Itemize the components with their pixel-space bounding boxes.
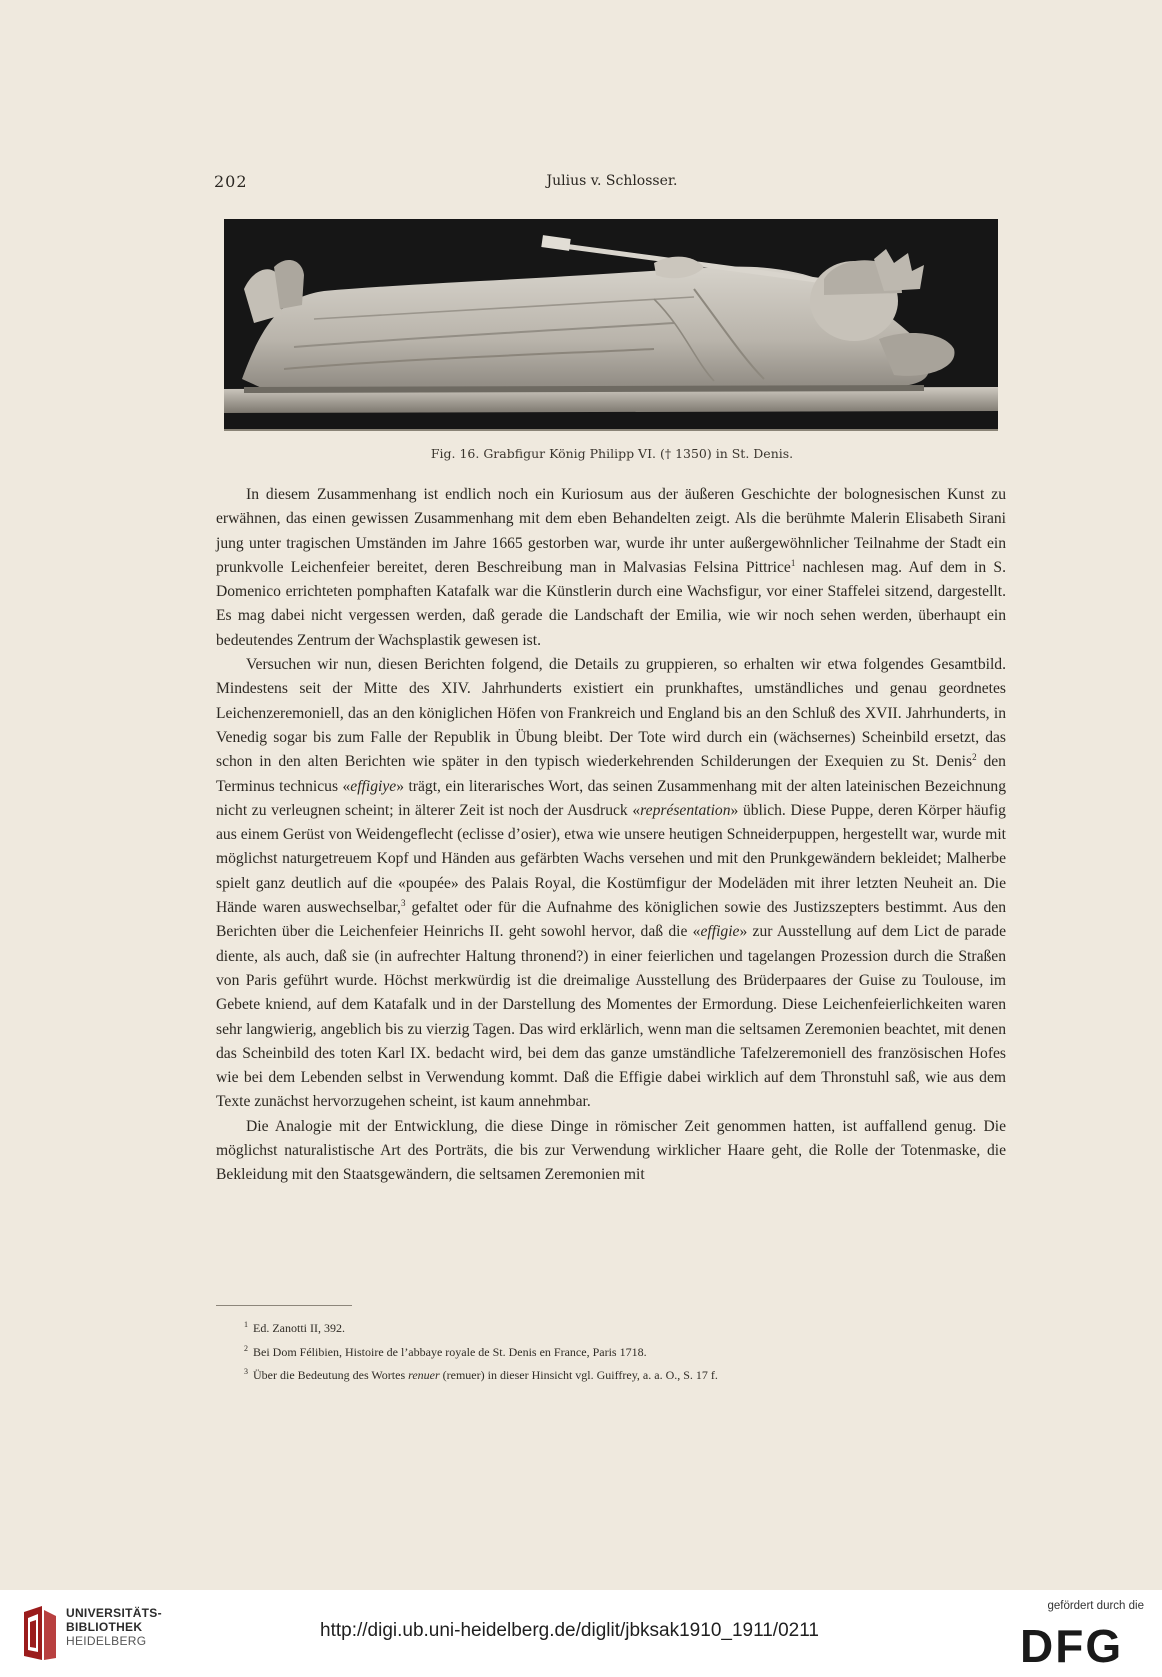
paragraph-2: Versuchen wir nun, diesen Berichten folgend, die Details zu gruppieren, so erhalten wir etwa folgendes Gesamtbild. Mindestens seit der Mitte des XIV. Jahrhunderts existiert ein prunkhaftes, umständliches und genau geordnetes Leichenzeremoniell, das an den königlichen Höfen von Frankreich und England bis an den Schluß des XVII. Jahrhunderts, in Venedig sogar bis zum Falle der Republik in Übung bleibt. Der Tote wird durch ein (wächsernes) Scheinbild ersetzt, das schon in den alten Berichten wie später in den typisch wiederkehrenden Schilderungen der Exequien zu St. Denis$^2$ den Terminus technicus «effigiye» trägt, ein literarisches Wort, das seinen Zusammenhang mit der alten lateinischen Bezeichnung nicht zu verleugnen scheint; in älterer Zeit ist noch der Ausdruck «représentation» üblich. Diese Puppe, deren Körper häufig aus einem Gerüst von Weidengeflecht (eclisse d’osier), etwa wie unsere heutigen Schneiderpuppen, hergestellt war, wurde mit möglichst naturgetreuem Kopf und Händen aus gefärbten Wachs versehen und mit den Prunkgewändern bekleidet; Malherbe spielt ganz deutlich auf die «poupée» des Palais Royal, die Kostümfigur der Modeläden mit ihrer letzten Neuheit an. Die Hände waren auswechselbar,$^3$ gefaltet oder für die Aufnahme des königlichen sowie des Justizszepters bestimmt. Aus den Berichten über die Leichenfeier Heinrichs II. geht sowohl hervor, daß die «effigie» zur Ausstellung auf dem Lict de parade diente, als auch, daß sie (in aufrechter Haltung thronend?) in einer feierlichen und tagelangen Prozession durch die Straßen von Paris geführt wurde. Höchst merkwürdig ist die dreimalige Ausstellung des Brüderpaares der Guise zu Toulouse, im Gebete kniend, auf dem Katafalk und in der Darstellung des Momentes der Ermordung. Diese Leichenfeierlichkeiten waren sehr langwierig, angeblich bis zu vierzig Tagen. Das wird erklärlich, wenn man die seltsamen Zeremonien beachtet, mit denen das Scheinbild des toten Karl IX. bedacht wird, bei dem das ganze umständliche Tafelzeremoniell des französischen Hofes wie bei dem Lebenden selbst in Verwendung kommt. Daß die Effigie dabei wirklich auf dem Thronstuhl saß, wie aus dem Texte zunächst hervorzugehen scheint, ist kaum annehmbar. (216, 656, 1006, 1111)
paragraph-3: Die Analogie mit der Entwicklung, die diese Dinge in römischer Zeit genommen hatten, ist auffallend genug. Die möglichst naturalistische Art des Porträts, die bis zur Verwendung wirklicher Haare geht, die Rolle der Totenmaske, die Bekleidung mit den Staatsgewändern, die seltsamen Zeremonien mit (216, 1117, 1006, 1184)
dfg-logo-text: DFG (1020, 1620, 1124, 1666)
footnote-divider (216, 1305, 352, 1306)
paragraph-1: In diesem Zusammenhang ist endlich noch ein Kuriosum aus der äußeren Geschichte der bolognesischen Kunst zu erwähnen, das einen gewissen Zusammenhang mit dem eben Behandelten zeigt. Als die berühmte Malerin Elisabeth Sirani jung unter tragischen Umständen im Jahre 1665 gestorben war, wurde ihr unter außergewöhnlicher Teilnahme der Stadt ein prunkvolle Leichenfeier bereitet, deren Beschreibung man in Malvasias Felsina Pittrice$^1$ nachlesen mag. Auf dem in S. Domenico errichteten pomphaften Katafalk war die Künstlerin durch eine Wachsfigur, vor einer Staffelei sitzend, dargestellt. Es mag dabei nicht vergessen werden, daß gerade die Landschaft der Emilia, wie wir noch sehen werden, überhaupt ein bedeutendes Zentrum der Wachsplastik gewesen ist. (216, 486, 1006, 649)
funding-label: gefördert durch die (1047, 1600, 1144, 1612)
page-number: 202 (214, 172, 248, 191)
permalink-url[interactable]: http://digi.ub.uni-heidelberg.de/diglit/jbksak1910_1911/0211 (320, 1620, 819, 1641)
library-name: UNIVERSITÄTS- BIBLIOTHEK HEIDELBERG (66, 1606, 162, 1648)
figure-photo-tomb-effigy (224, 219, 998, 431)
viewer-footer-bar (0, 1590, 1162, 1677)
footnote-1: $^1$ Ed. Zanotti II, 392. (244, 1320, 345, 1335)
footnote-ref-3: 3 (400, 897, 406, 908)
footnote-3: $^3$ Über die Bedeutung des Wortes renuer (remuer) in dieser Hinsicht vgl. Guiffrey, a. a. O., S. 17 f. (244, 1367, 718, 1382)
footnotes (244, 1315, 1004, 1386)
dfg-logo-icon[interactable] (1018, 1620, 1144, 1666)
running-title: Julius v. Schlosser. (546, 173, 678, 189)
footnote-ref-2: 2 (972, 752, 977, 763)
effigy-illustration (224, 219, 998, 429)
footnote-2: $^2$ Bei Dom Félibien, Histoire de l’abbaye royale de St. Denis en France, Paris 1718. (244, 1343, 647, 1359)
figure-caption: Fig. 16. Grabfigur König Philipp VI. († 1350) in St. Denis. (430, 446, 794, 461)
body-text (216, 483, 1006, 1188)
page-header (214, 172, 1010, 196)
university-library-logo-icon[interactable] (20, 1604, 60, 1662)
footnote-ref-1: 1 (790, 557, 796, 568)
